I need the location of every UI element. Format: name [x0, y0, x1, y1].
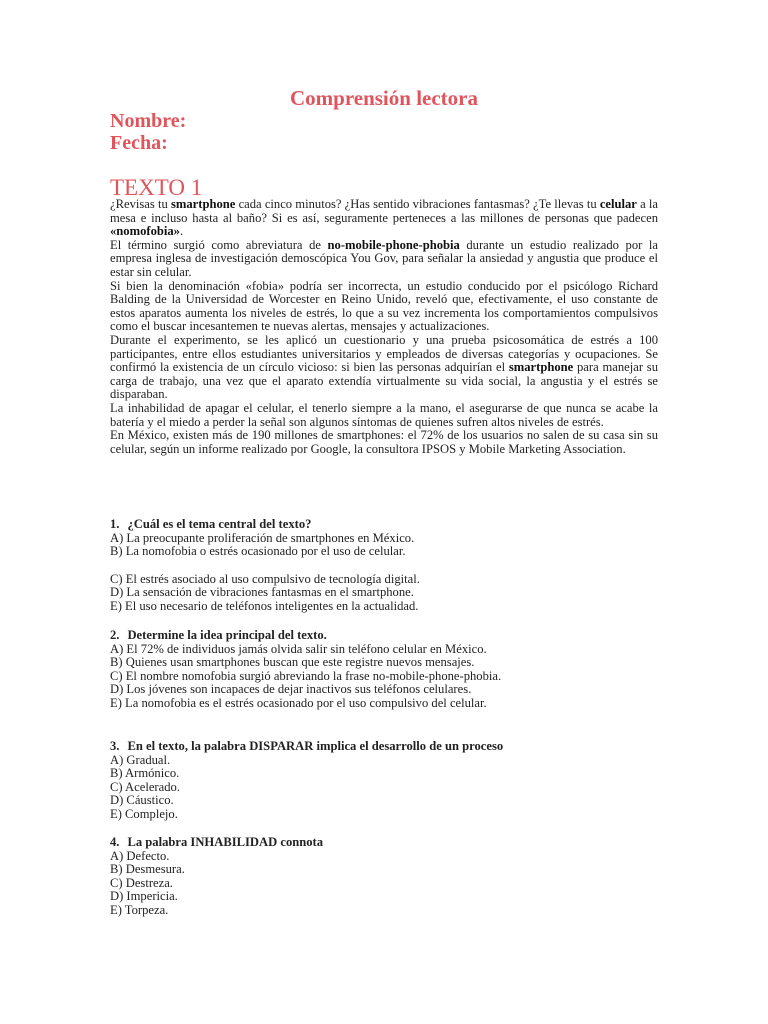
answer-option: B) Desmesura.: [110, 862, 185, 877]
question-1: [110, 518, 670, 614]
passage-paragraph: En México, existen más de 190 millones de smartphones: el 72% de los usuarios no salen de su casa sin su celular, según un informe realizado por Google, la consultora IPSOS y Mobile Marketing Association.: [110, 428, 658, 456]
answer-option: B) Quienes usan smartphones buscan que este registre nuevos mensajes.: [110, 655, 475, 670]
answer-option: C) El nombre nomofobia surgió abreviando la frase no-mobile-phone-phobia.: [110, 668, 502, 683]
page-title: Comprensión lectora: [289, 86, 478, 110]
answer-option: E) Torpeza.: [110, 902, 169, 917]
bold-term: smartphone: [170, 197, 236, 211]
answer-option: A) Gradual.: [110, 752, 171, 767]
name-label: Nombre:: [110, 110, 187, 132]
date-label: Fecha:: [110, 132, 168, 154]
bold-term: celular: [599, 197, 637, 211]
question-prompt: 1. ¿Cuál es el tema central del texto?: [110, 517, 312, 531]
answer-option: C) El estrés asociado al uso compulsivo de tecnología digital.: [110, 571, 420, 586]
answer-option: A) Defecto.: [110, 848, 170, 863]
question-prompt: 4. La palabra INHABILIDAD connota: [110, 835, 324, 849]
passage-paragraph: El término surgió como abreviatura de no-mobile-phone-phobia durante un estudio realizado por la empresa inglesa de investigación demoscópica You Gov, para señalar la ansiedad y angustia que produce el estar sin celular.: [110, 237, 658, 279]
passage-paragraph: La inhabilidad de apagar el celular, el tenerlo siempre a la mano, el asegurarse de que nunca se acabe la batería y el miedo a perder la señal son algunos síntomas de quienes sufren altos niveles de estrés.: [110, 400, 658, 429]
bold-term: «nomofobia»: [110, 224, 180, 239]
text-heading: TEXTO 1: [110, 175, 203, 200]
answer-option: A) El 72% de individuos jamás olvida salir sin teléfono celular en México.: [110, 641, 487, 656]
question-2: [110, 629, 670, 711]
answer-option: E) La nomofobia es el estrés ocasionado por el uso compulsivo del celular.: [110, 695, 487, 710]
answer-option: C) Destreza.: [110, 875, 173, 890]
answer-option: E) El uso necesario de teléfonos inteligentes en la actualidad.: [110, 598, 419, 613]
answer-option: B) Armónico.: [110, 766, 180, 781]
answer-option: B) La nomofobia o estrés ocasionado por el uso de celular.: [110, 544, 406, 559]
bold-term: smartphone: [508, 360, 574, 375]
question-prompt: 3. En el texto, la palabra DISPARAR implica el desarrollo de un proceso: [110, 739, 504, 753]
question-3: [110, 740, 670, 822]
question-4: [110, 836, 670, 918]
answer-option: D) Cáustico.: [110, 793, 174, 808]
passage-paragraph: Si bien la denominación «fobia» podría ser incorrecta, un estudio conducido por el psicólogo Richard Balding de la Universidad de Worcester en Reino Unido, reveló que, efectivamente, el uso constante de estos aparatos aumenta los niveles de estrés, lo que a su vez incrementa los comportamientos compulsivos como el buscar incesantemen te nuevas alertas, mensajes y actualizaciones.: [110, 278, 658, 334]
answer-option: D) Los jóvenes son incapaces de dejar inactivos sus teléfonos celulares.: [110, 682, 472, 697]
answer-option: D) La sensación de vibraciones fantasmas en el smartphone.: [110, 585, 414, 600]
passage-paragraph: Durante el experimento, se les aplicó un cuestionario y una prueba psicosomática de estrés a 100 participantes, entre ellos estudiantes universitarios y empleados de diversas categorías y ocupaciones. Se confirmó la existencia de un círculo vicioso: si bien las personas adquirían el smartphone para manejar su carga de trabajo, una vez que el aparato extendía virtualmente su vida social, la angustia y el estrés se disparaban.: [110, 332, 658, 402]
answer-option: C) Acelerado.: [110, 779, 180, 794]
question-prompt: 2. Determine la idea principal del texto.: [110, 628, 327, 642]
bold-term: no-mobile-phone-phobia: [327, 237, 460, 252]
reading-passage: [110, 198, 658, 456]
answer-option: D) Impericia.: [110, 889, 178, 904]
passage-paragraph: ¿Revisas tu smartphone cada cinco minutos? ¿Has sentido vibraciones fantasmas? ¿Te llevas tu celular a la mesa e incluso hasta al baño? Si es así, seguramente perteneces a las millones de personas que padecen «nomofobia».: [110, 197, 658, 239]
answer-option: A) La preocupante proliferación de smartphones en México.: [110, 530, 415, 545]
answer-option: E) Complejo.: [110, 806, 178, 821]
